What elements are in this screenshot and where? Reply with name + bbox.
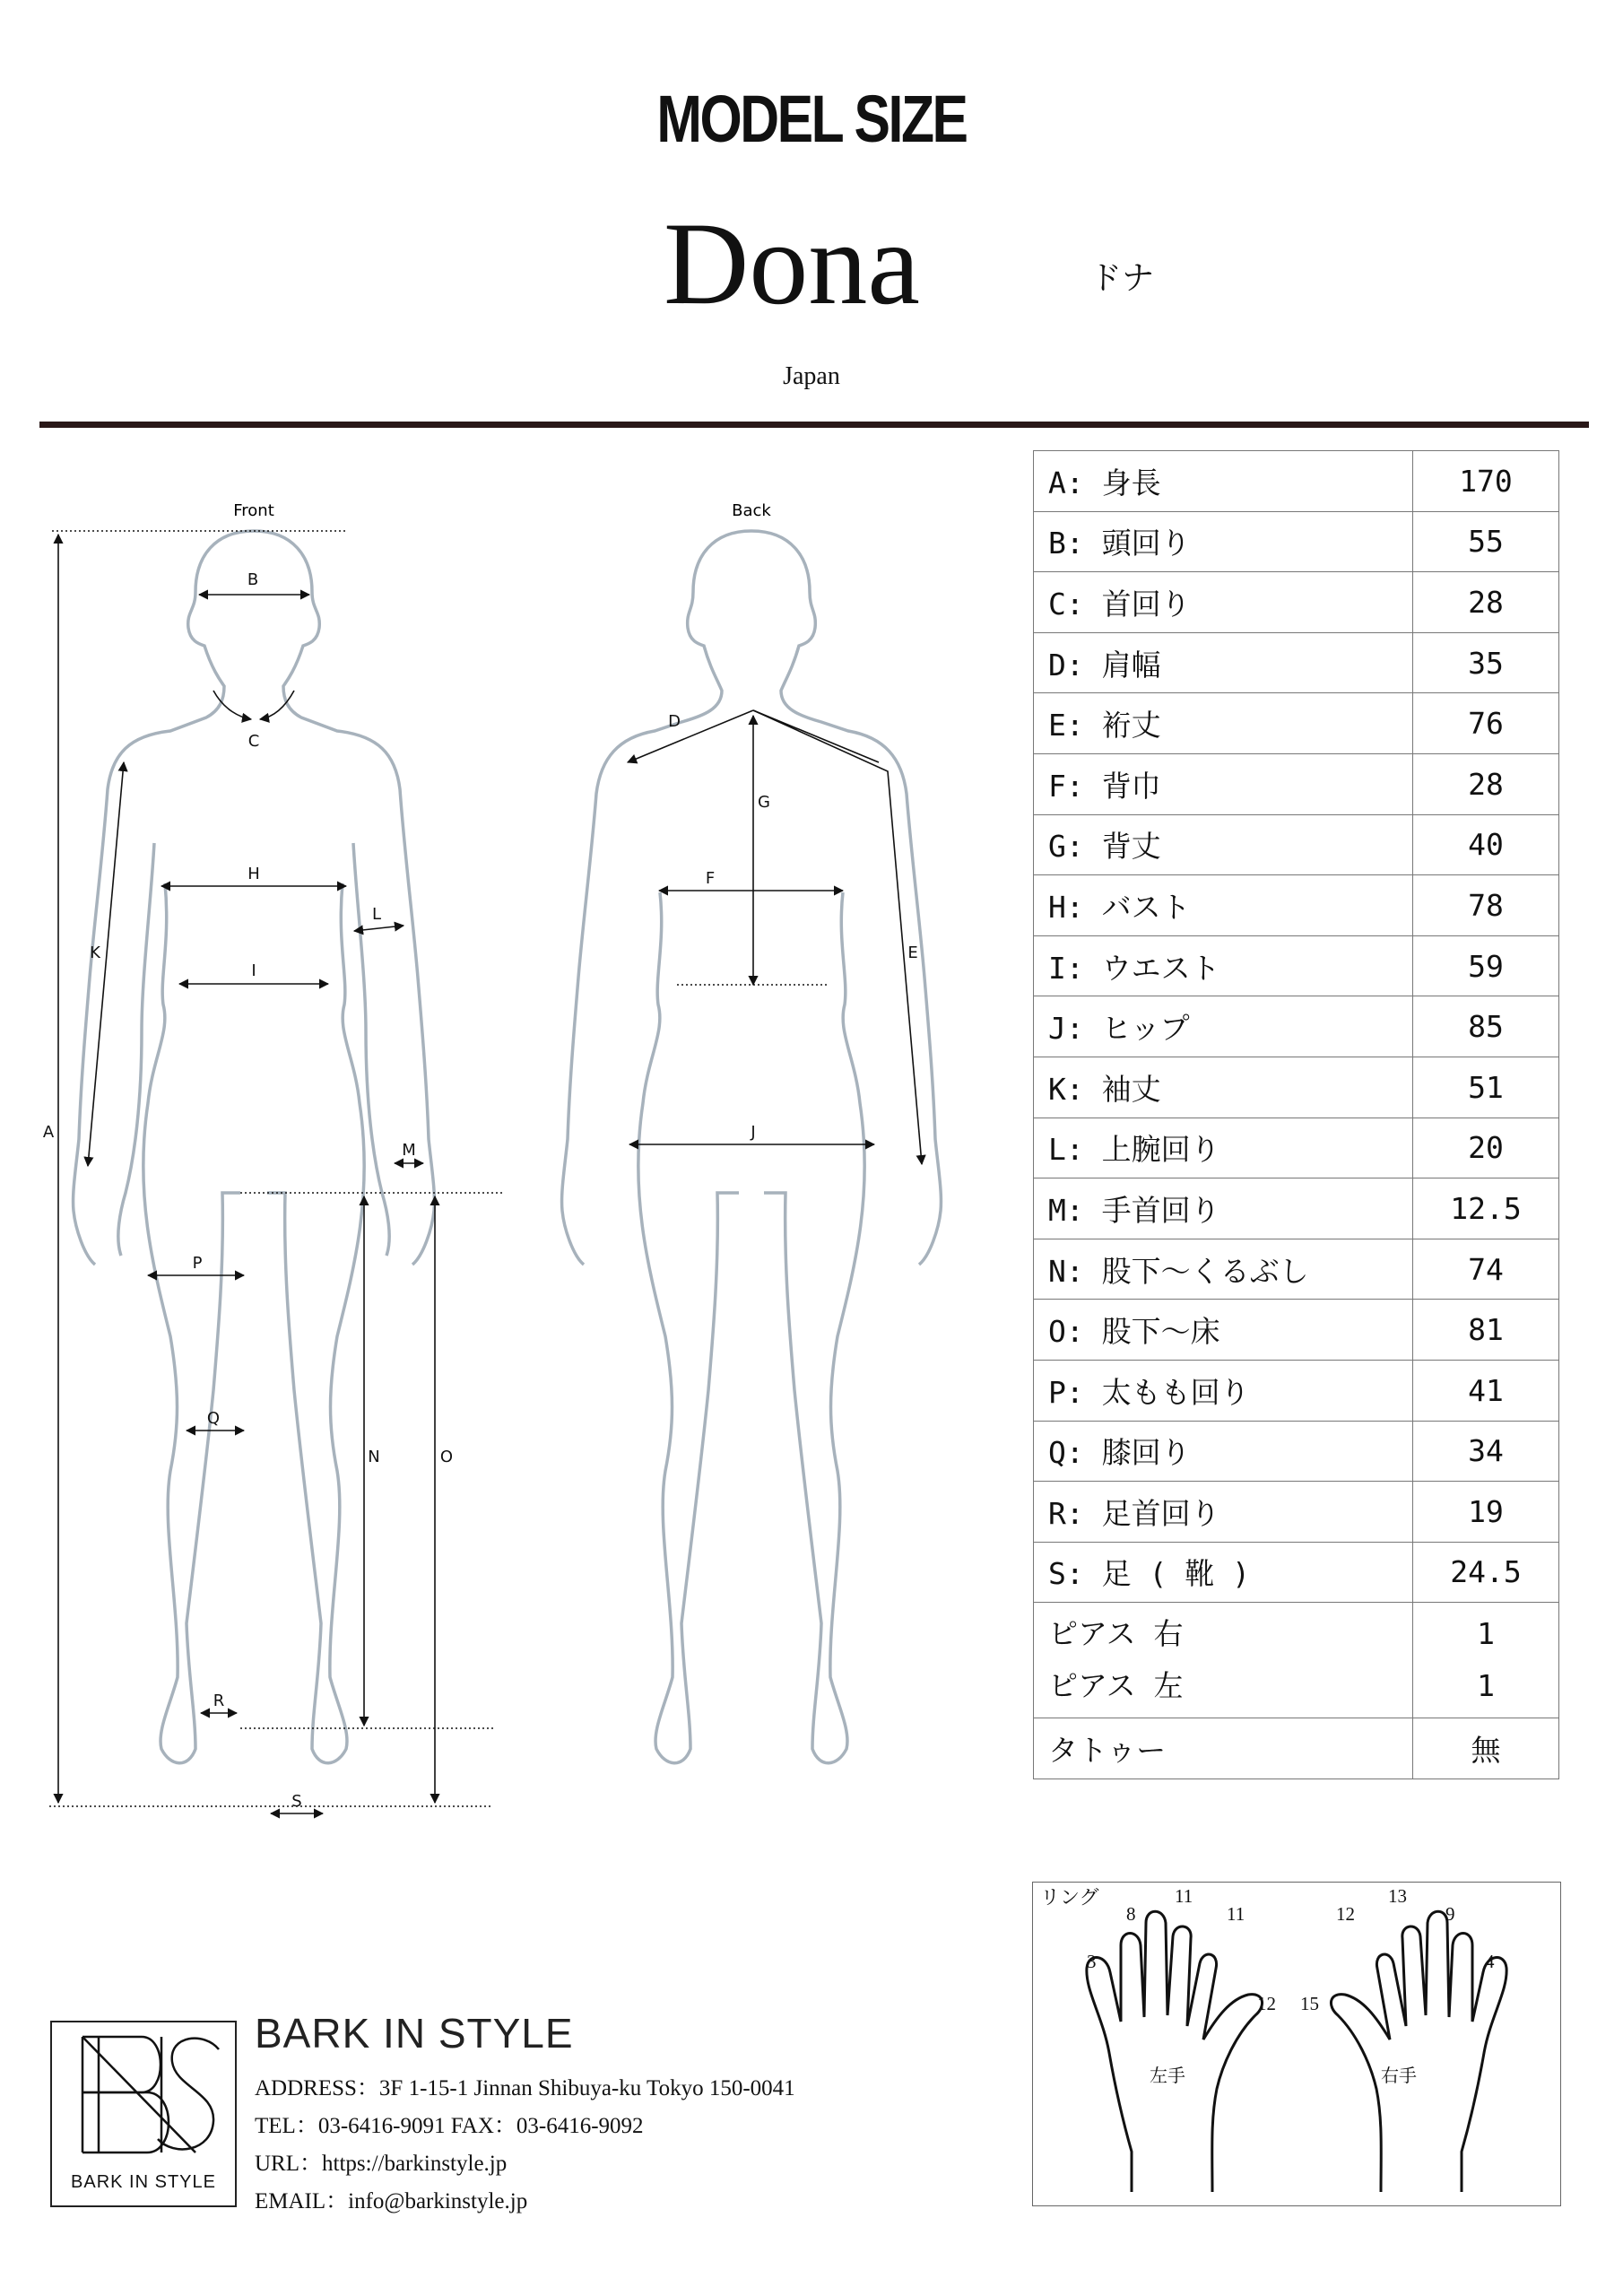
measurement-value: 74	[1413, 1239, 1559, 1300]
point-label-q: Q	[206, 1409, 221, 1428]
measurement-label: J: ヒップ	[1034, 996, 1413, 1057]
ring-right-thumb-size: 4	[1485, 1951, 1495, 1972]
table-row	[1034, 693, 1559, 754]
ring-right-middle-size: 13	[1388, 1885, 1407, 1907]
table-row	[1034, 814, 1559, 875]
point-label-i: I	[251, 961, 256, 980]
hands-diagram	[1033, 1883, 1560, 2205]
tattoo-value: 無	[1413, 1718, 1559, 1779]
right-hand-label: 右手	[1381, 2065, 1417, 2086]
table-row	[1034, 1482, 1559, 1543]
measurement-label: E: 裄丈	[1034, 693, 1413, 754]
measurement-value: 81	[1413, 1300, 1559, 1361]
ring-right-index-size: 9	[1445, 1903, 1455, 1925]
table-row	[1034, 511, 1559, 572]
table-row	[1034, 996, 1559, 1057]
ring-right-ring-size: 12	[1336, 1903, 1355, 1925]
measurement-value: 85	[1413, 996, 1559, 1057]
left-hand-label: 左手	[1150, 2065, 1185, 2086]
measurement-label: A: 身長	[1034, 451, 1413, 512]
table-row	[1034, 1300, 1559, 1361]
piercing-left-value: 1	[1477, 1668, 1495, 1704]
point-label-d: D	[668, 712, 681, 731]
tattoo-label: タトゥー	[1034, 1718, 1413, 1779]
measure-line-e	[753, 710, 922, 1164]
measure-line-l	[354, 926, 404, 931]
point-label-o: O	[439, 1448, 454, 1466]
measurement-label: O: 股下～床	[1034, 1300, 1413, 1361]
measurement-label: Q: 膝回り	[1034, 1421, 1413, 1482]
measurement-value: 78	[1413, 875, 1559, 936]
table-row	[1034, 572, 1559, 633]
point-label-h: H	[247, 865, 260, 883]
back-label: Back	[732, 501, 771, 520]
point-label-n: N	[368, 1448, 380, 1466]
table-row	[1034, 1421, 1559, 1482]
measurement-label: S: 足 ( 靴 )	[1034, 1542, 1413, 1603]
measurement-value: 40	[1413, 814, 1559, 875]
point-label-b: B	[247, 570, 259, 589]
table-row	[1034, 753, 1559, 814]
measurement-value: 19	[1413, 1482, 1559, 1543]
point-label-m: M	[402, 1141, 416, 1160]
point-label-s: S	[291, 1792, 302, 1811]
point-label-e: E	[907, 944, 918, 962]
measurement-label: C: 首回り	[1034, 572, 1413, 633]
ring-left-index-size: 8	[1126, 1903, 1136, 1925]
measurement-label: M: 手首回り	[1034, 1178, 1413, 1239]
table-row	[1034, 451, 1559, 512]
measurement-label: G: 背丈	[1034, 814, 1413, 875]
ring-left-pinky-size: 12	[1257, 1993, 1276, 2014]
contact-block	[255, 2070, 795, 2221]
point-label-l: L	[371, 905, 382, 924]
back-body-outline	[562, 531, 942, 1763]
measurement-value: 41	[1413, 1360, 1559, 1421]
table-row	[1034, 1178, 1559, 1239]
front-body-outline	[74, 531, 435, 1763]
point-label-j: J	[751, 1123, 756, 1142]
body-measurement-diagram	[36, 475, 986, 1857]
measurement-value: 59	[1413, 935, 1559, 996]
ring-right-pinky-size: 15	[1300, 1993, 1319, 2014]
measurement-label: D: 肩幅	[1034, 632, 1413, 693]
point-label-c: C	[247, 732, 260, 751]
ring-label: リング	[1040, 1887, 1099, 1909]
measurement-value: 34	[1413, 1421, 1559, 1482]
table-row	[1034, 1118, 1559, 1178]
measurement-value: 51	[1413, 1057, 1559, 1118]
ring-left-thumb-size: 3	[1087, 1951, 1097, 1972]
point-label-g: G	[758, 793, 770, 812]
measurement-label: R: 足首回り	[1034, 1482, 1413, 1543]
piercing-left-label: ピアス 左	[1048, 1668, 1184, 1704]
ring-left-ring-size: 11	[1227, 1903, 1245, 1925]
measurement-value: 28	[1413, 572, 1559, 633]
measurement-label: L: 上腕回り	[1034, 1118, 1413, 1178]
page-title: MODEL SIZE	[656, 82, 967, 156]
left-hand-outline	[1087, 1911, 1263, 2192]
url-link[interactable]: URL：https://barkinstyle.jp	[255, 2152, 508, 2176]
table-row	[1034, 1057, 1559, 1118]
table-row	[1034, 875, 1559, 936]
model-name: Dona	[664, 197, 920, 329]
point-label-r: R	[213, 1692, 225, 1710]
measurement-label: K: 袖丈	[1034, 1057, 1413, 1118]
measurement-value: 28	[1413, 753, 1559, 814]
ring-left-middle-size: 11	[1175, 1885, 1193, 1907]
measurement-label: N: 股下～くるぶし	[1034, 1239, 1413, 1300]
measurement-value: 24.5	[1413, 1542, 1559, 1603]
measurement-value: 35	[1413, 632, 1559, 693]
table-row-piercing	[1034, 1603, 1559, 1718]
email-link[interactable]: EMAIL：info@barkinstyle.jp	[255, 2189, 528, 2213]
logo-caption: BARK IN STYLE	[71, 2172, 216, 2192]
table-row	[1034, 632, 1559, 693]
table-row	[1034, 935, 1559, 996]
company-logo	[50, 2021, 237, 2207]
table-row	[1034, 1239, 1559, 1300]
address-text: ADDRESS：3F 1-15-1 Jinnan Shibuya-ku Tokyo 150-0041	[255, 2076, 795, 2100]
measurement-value: 170	[1413, 451, 1559, 512]
piercing-right-label: ピアス 右	[1048, 1616, 1184, 1652]
tel-fax-text: TEL：03-6416-9091 FAX：03-6416-9092	[255, 2114, 644, 2138]
measurement-value: 20	[1413, 1118, 1559, 1178]
measurement-value: 76	[1413, 693, 1559, 754]
piercing-right-value: 1	[1477, 1616, 1495, 1652]
model-name-kana: ドナ	[1089, 260, 1155, 297]
measurement-label: P: 太もも回り	[1034, 1360, 1413, 1421]
table-row	[1034, 1542, 1559, 1603]
measurement-label: I: ウエスト	[1034, 935, 1413, 996]
table-row	[1034, 1360, 1559, 1421]
front-label: Front	[233, 501, 274, 520]
measurement-value: 55	[1413, 511, 1559, 572]
point-label-a: A	[42, 1123, 55, 1142]
measurement-value: 12.5	[1413, 1178, 1559, 1239]
point-label-k: K	[90, 944, 100, 962]
measurement-table	[1033, 450, 1559, 1779]
model-country: Japan	[783, 362, 840, 390]
right-hand-outline	[1331, 1911, 1506, 2192]
point-label-f: F	[705, 869, 716, 888]
ring-size-panel	[1032, 1882, 1561, 2206]
measurement-label: B: 頭回り	[1034, 511, 1413, 572]
measurement-label: H: バスト	[1034, 875, 1413, 936]
brand-name: BARK IN STYLE	[255, 2010, 574, 2057]
table-row-tattoo	[1034, 1718, 1559, 1779]
measurement-label: F: 背巾	[1034, 753, 1413, 814]
header-divider	[39, 422, 1589, 428]
point-label-p: P	[192, 1254, 203, 1273]
